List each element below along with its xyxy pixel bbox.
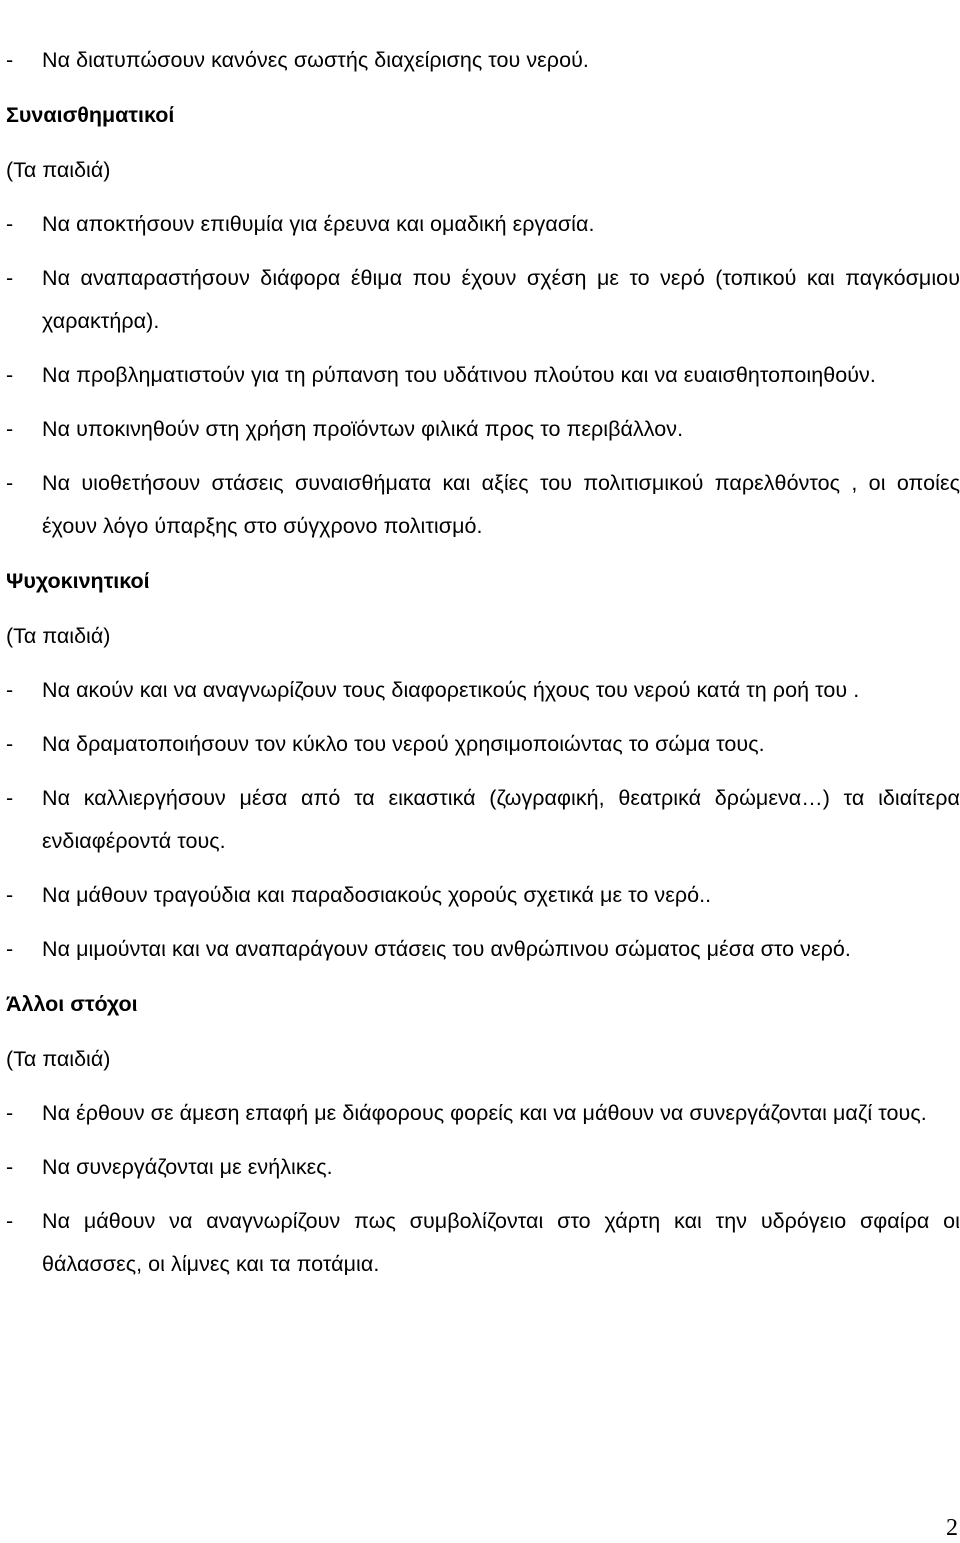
list-item xyxy=(6,1092,960,1135)
section-heading-psychomotor: Ψυχοκινητικοί xyxy=(6,569,150,593)
list-item xyxy=(6,669,960,712)
list-item xyxy=(6,39,960,82)
list-item-text: Να αποκτήσουν επιθυμία για έρευνα και ομαδική εργασία. xyxy=(42,212,595,236)
bullet-dash: - xyxy=(6,937,14,961)
bullet-dash: - xyxy=(6,883,14,907)
list-item xyxy=(6,203,960,246)
section-subheading: (Τα παιδιά) xyxy=(6,1047,111,1071)
list-item-text: Να αναπαραστήσουν διάφορα έθιμα που έχουν σχέση με το νερό (τοπικού και παγκόσμιου χαρακτήρα). xyxy=(42,266,960,333)
bullet-dash: - xyxy=(6,1155,14,1179)
list-item xyxy=(6,723,960,766)
list-item-text: Να έρθουν σε άμεση επαφή με διάφορους φορείς και να μάθουν να συνεργάζονται μαζί τους. xyxy=(42,1101,927,1125)
list-item-text: Να καλλιεργήσουν μέσα από τα εικαστικά (ζωγραφική, θεατρικά δρώμενα…) τα ιδιαίτερα ενδιαφέροντά τους. xyxy=(42,786,960,853)
bullet-dash: - xyxy=(6,471,14,495)
bullet-dash: - xyxy=(6,1101,14,1125)
list-item xyxy=(6,777,960,863)
bullet-dash: - xyxy=(6,266,14,290)
bullet-dash: - xyxy=(6,732,14,756)
list-item xyxy=(6,1200,960,1286)
objectives-list xyxy=(6,46,960,1304)
list-item-text: Να δραματοποιήσουν τον κύκλο του νερού χρησιμοποιώντας το σώμα τους. xyxy=(42,732,765,756)
list-item xyxy=(6,354,960,397)
list-item xyxy=(6,928,960,971)
section-heading-other-goals: Άλλοι στόχοι xyxy=(6,992,138,1016)
list-item-text: Να προβληματιστούν για τη ρύπανση του υδάτινου πλούτου και να ευαισθητοποιηθούν. xyxy=(42,363,876,387)
section-subheading: (Τα παιδιά) xyxy=(6,624,111,648)
list-item-text: Να μιμούνται και να αναπαράγουν στάσεις του ανθρώπινου σώματος μέσα στο νερό. xyxy=(42,937,851,961)
bullet-dash: - xyxy=(6,212,14,236)
list-item-text: Να υιοθετήσουν στάσεις συναισθήματα και αξίες του πολιτισμικού παρελθόντος , οι οποίες έχουν λόγο ύπαρξης στο σύγχρονο πολιτισμό. xyxy=(42,471,960,538)
bullet-dash: - xyxy=(6,678,14,702)
bullet-dash: - xyxy=(6,417,14,441)
list-item-text: Να διατυπώσουν κανόνες σωστής διαχείρισης του νερού. xyxy=(42,48,589,72)
list-item xyxy=(6,408,960,451)
section-heading-emotional: Συναισθηματικοί xyxy=(6,103,175,127)
bullet-dash: - xyxy=(6,363,14,387)
bullet-dash: - xyxy=(6,48,14,72)
bullet-dash: - xyxy=(6,1209,14,1233)
bullet-dash: - xyxy=(6,786,14,810)
list-item-text: Να μάθουν τραγούδια και παραδοσιακούς χορούς σχετικά με το νερό.. xyxy=(42,883,712,907)
page-number: 2 xyxy=(946,1515,958,1541)
list-item-text: Να ακούν και να αναγνωρίζουν τους διαφορετικούς ήχους του νερού κατά τη ροή του . xyxy=(42,678,860,702)
list-item-text: Να υποκινηθούν στη χρήση προϊόντων φιλικά προς το περιβάλλον. xyxy=(42,417,684,441)
list-item xyxy=(6,462,960,548)
list-item xyxy=(6,257,960,343)
list-item xyxy=(6,1146,960,1189)
list-item xyxy=(6,874,960,917)
section-subheading: (Τα παιδιά) xyxy=(6,158,111,182)
list-item-text: Να συνεργάζονται με ενήλικες. xyxy=(42,1155,333,1179)
list-item-text: Να μάθουν να αναγνωρίζουν πως συμβολίζονται στο χάρτη και την υδρόγειο σφαίρα οι θάλασσες, οι λίμνες και τα ποτάμια. xyxy=(42,1209,960,1276)
